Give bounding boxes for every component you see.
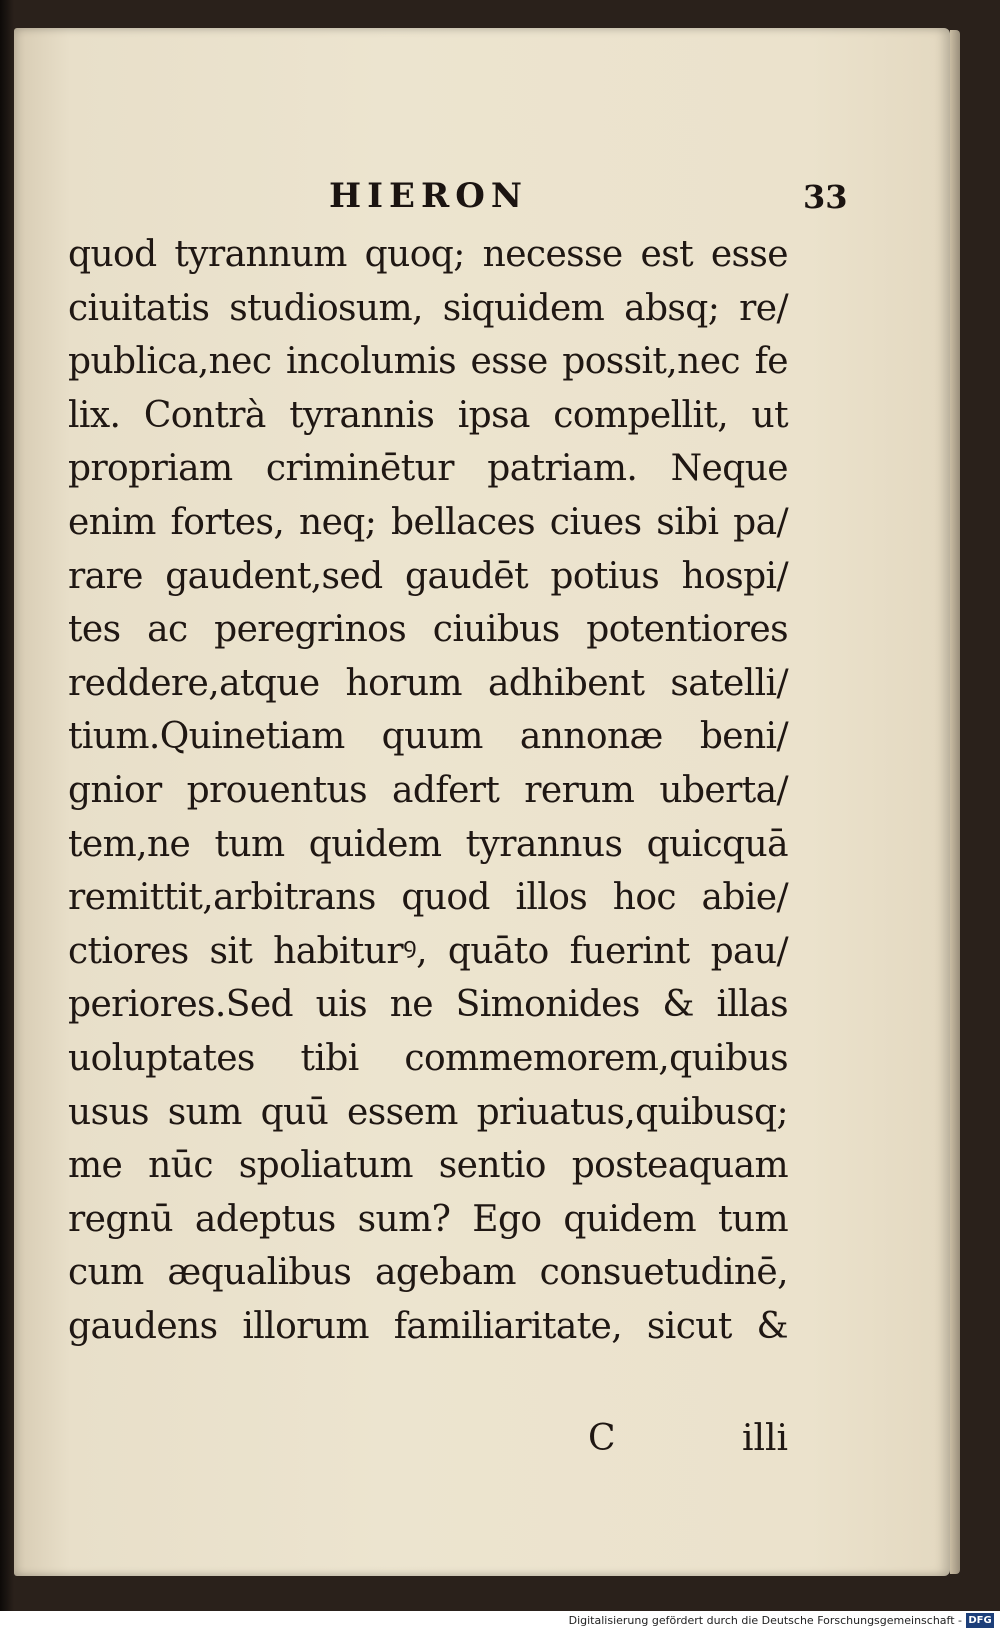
text-line: regnū adeptus sum? Ego quidem tum (68, 1198, 788, 1240)
text-line: quod tyrannum quoq; necesse est esse (68, 234, 788, 275)
text-line: publica,nec incolumis esse possit,nec fe (68, 341, 788, 383)
text-line: enim fortes, neq; bellaces ciues sibi pa/ (68, 501, 788, 543)
catchword: illi (741, 1418, 788, 1459)
scan-left-shadow (0, 0, 14, 1631)
text-line: cum æqualibus agebam consuetudinē, (68, 1252, 788, 1294)
text-line: tes ac peregrinos ciuibus potentiores (68, 609, 788, 651)
text-line: uoluptates tibi commemorem,quibus (68, 1037, 788, 1079)
text-line: reddere,atque horum adhibent satelli/ (68, 662, 788, 704)
book-page (14, 28, 950, 1576)
page-body-text (68, 228, 788, 1353)
running-head (14, 176, 950, 226)
text-line: ctiores sit habiturꝰ, quāto fuerint pau/ (68, 930, 788, 972)
text-line: me nūc spoliatum sentio posteaquam (68, 1145, 788, 1187)
text-line: tem,ne tum quidem tyrannus quicquā (68, 823, 788, 865)
text-line: gaudens illorum familiaritate, sicut & (68, 1305, 788, 1347)
running-head-title: HIERON (329, 176, 528, 216)
dfg-logo: DFG (966, 1613, 994, 1628)
signature-mark: C (588, 1418, 616, 1459)
text-line: tium.Quinetiam quum annonæ beni/ (68, 716, 788, 758)
text-line: propriam criminētur patriam. Neque (68, 448, 788, 490)
text-line: lix. Contrà tyrannis ipsa compellit, ut (68, 394, 788, 436)
text-line: gnior prouentus adfert rerum uberta/ (68, 769, 788, 811)
page-number: 33 (803, 178, 848, 216)
text-line: rare gaudent,sed gaudēt potius hospi/ (68, 555, 788, 597)
digitization-footer (0, 1611, 1000, 1631)
text-line: periores.Sed uis ne Simonides & illas (68, 984, 788, 1026)
page-foot (68, 1418, 788, 1468)
text-line: usus sum quū essem priuatus,quibusq; (68, 1091, 788, 1133)
text-line: remittit,arbitrans quod illos hoc abie/ (68, 877, 788, 919)
text-line: ciuitatis studiosum, siquidem absq; re/ (68, 287, 788, 329)
page-edge (950, 30, 960, 1574)
footer-credit: Digitalisierung gefördert durch die Deutsche Forschungsgemeinschaft - (568, 1614, 962, 1627)
